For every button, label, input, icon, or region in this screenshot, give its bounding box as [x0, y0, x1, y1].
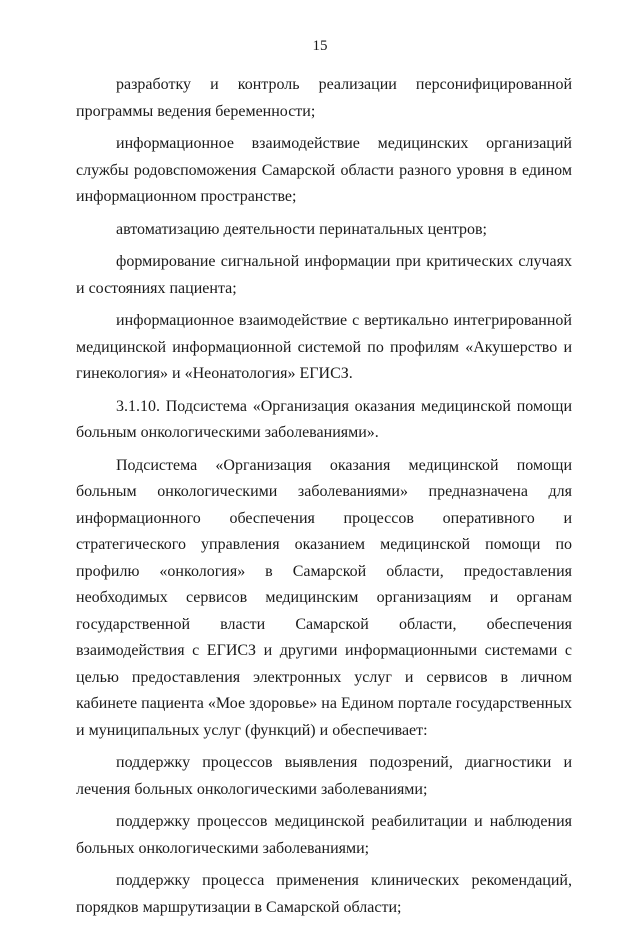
page-number: 15: [312, 38, 328, 54]
list-item-signal-information: формирование сигнальной информации при критических случаях и состояниях пациента;: [76, 253, 572, 297]
section-heading-oncology: 3.1.10. Подсистема «Организация оказания медицинской помощи больным онкологическими заболеваниями».: [76, 397, 572, 441]
document-body: [76, 72, 572, 927]
list-item-perinatal-automation: автоматизацию деятельности перинатальных центров;: [116, 220, 487, 238]
list-item-clinical-recommendations: поддержку процесса применения клинических рекомендаций, порядков маршрутизации в Самарской области;: [76, 872, 572, 916]
list-item-rehabilitation-support: поддержку процессов медицинской реабилитации и наблюдения больных онкологическими заболеваниями;: [76, 813, 572, 857]
paragraph-subsystem-description: Подсистема «Организация оказания медицинской помощи больным онкологическими заболеваниями» предназначена для информационного обеспечения процессов оперативного и стратегического управления оказанием медицинской помощи по профилю «онкология» в Самарской области, предоставления необходимых сервисов медицинским организациям и органам государственной власти Самарской области, обеспечения взаимодействия с ЕГИСЗ и другими информационными системами с целью предоставления электронных услуг и сервисов в личном кабинете пациента «Мое здоровье» на Едином портале государственных и муниципальных услуг (функций) и обеспечивает:: [76, 456, 572, 739]
list-item-vimis-interaction: информационное взаимодействие с вертикально интегрированной медицинской информационной системой по профилям «Акушерство и гинекология» и «Неонатология» ЕГИСЗ.: [76, 312, 572, 382]
list-item-diagnostics-support: поддержку процессов выявления подозрений, диагностики и лечения больных онкологическими заболеваниями;: [76, 754, 572, 798]
list-item-obstetric-interaction: информационное взаимодействие медицинских организаций службы родовспоможения Самарской области разного уровня в едином информационном пространстве;: [76, 135, 572, 205]
list-item-pregnancy-program: разработку и контроль реализации персонифицированной программы ведения беременности;: [76, 76, 572, 120]
